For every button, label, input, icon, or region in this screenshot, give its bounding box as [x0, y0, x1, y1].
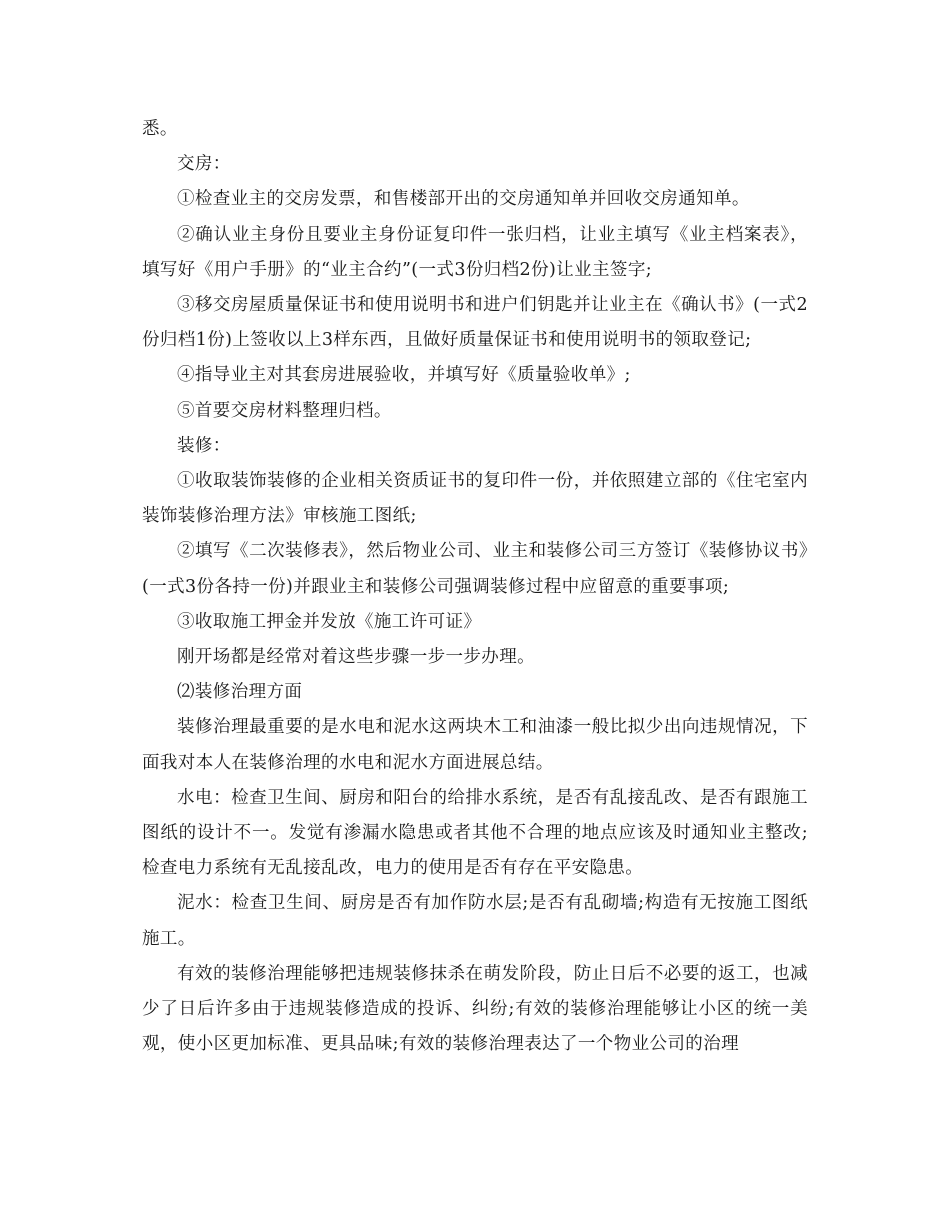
- section-heading-handover: 交房：: [177, 154, 231, 175]
- section-heading-renovation-management: ⑵装修治理方面: [177, 682, 303, 703]
- document-body: [142, 112, 808, 1062]
- handover-step-5: ⑤首要交房材料整理归档。: [177, 400, 392, 421]
- paragraph-process-note: 刚开场都是经常对着这些步骤一步一步办理。: [177, 647, 535, 668]
- renovation-step-2: ②填写《二次装修表》，然后物业公司、业主和装修公司三方签订《装修协议书》(一式3份各持一份)并跟业主和装修公司强调装修过程中应留意的重要事项;: [142, 541, 808, 597]
- handover-step-3: ③移交房屋质量保证书和使用说明书和进户们钥匙并让业主在《确认书》(一式2份归档1份)上签收以上3样东西，且做好质量保证书和使用说明书的领取登记;: [142, 295, 808, 351]
- paragraph-continuation: 悉。: [142, 119, 178, 139]
- handover-step-4: ④指导业主对其套房进展验收，并填写好《质量验收单》;: [177, 365, 631, 386]
- handover-step-2: ②确认业主身份且要业主身份证复印件一张归档，让业主填写《业主档案表》，填写好《用户手册》的“业主合约”(一式3份归档2份)让业主签字;: [142, 224, 808, 280]
- renovation-step-3: ③收取施工押金并发放《施工许可证》: [177, 611, 482, 632]
- renovation-step-1: ①收取装饰装修的企业相关资质证书的复印件一份，并依照建立部的《住宅室内装饰装修治理方法》审核施工图纸;: [142, 471, 808, 527]
- paragraph-management-intro: 装修治理最重要的是水电和泥水这两块木工和油漆一般比拟少出向违规情况，下面我对本人在装修治理的水电和泥水方面进展总结。: [142, 717, 808, 773]
- section-heading-renovation: 装修：: [177, 435, 231, 456]
- paragraph-water-electric: 水电：检查卫生间、厨房和阳台的给排水系统，是否有乱接乱改、是否有跟施工图纸的设计不一。发觉有渗漏水隐患或者其他不合理的地点应该及时通知业主整改;检查电力系统有无乱接乱改，电力的使用是否有存在平安隐患。: [142, 787, 808, 879]
- paragraph-effective-management: 有效的装修治理能够把违规装修抹杀在萌发阶段，防止日后不必要的返工，也减少了日后许多由于违规装修造成的投诉、纠纷;有效的装修治理能够让小区的统一美观，使小区更加标准、更具品味;有效的装修治理表达了一个物业公司的治理: [142, 963, 808, 1055]
- handover-step-1: ①检查业主的交房发票，和售楼部开出的交房通知单并回收交房通知单。: [177, 189, 750, 210]
- paragraph-masonry: 泥水：检查卫生间、厨房是否有加作防水层;是否有乱砌墙;构造有无按施工图纸施工。: [142, 893, 808, 949]
